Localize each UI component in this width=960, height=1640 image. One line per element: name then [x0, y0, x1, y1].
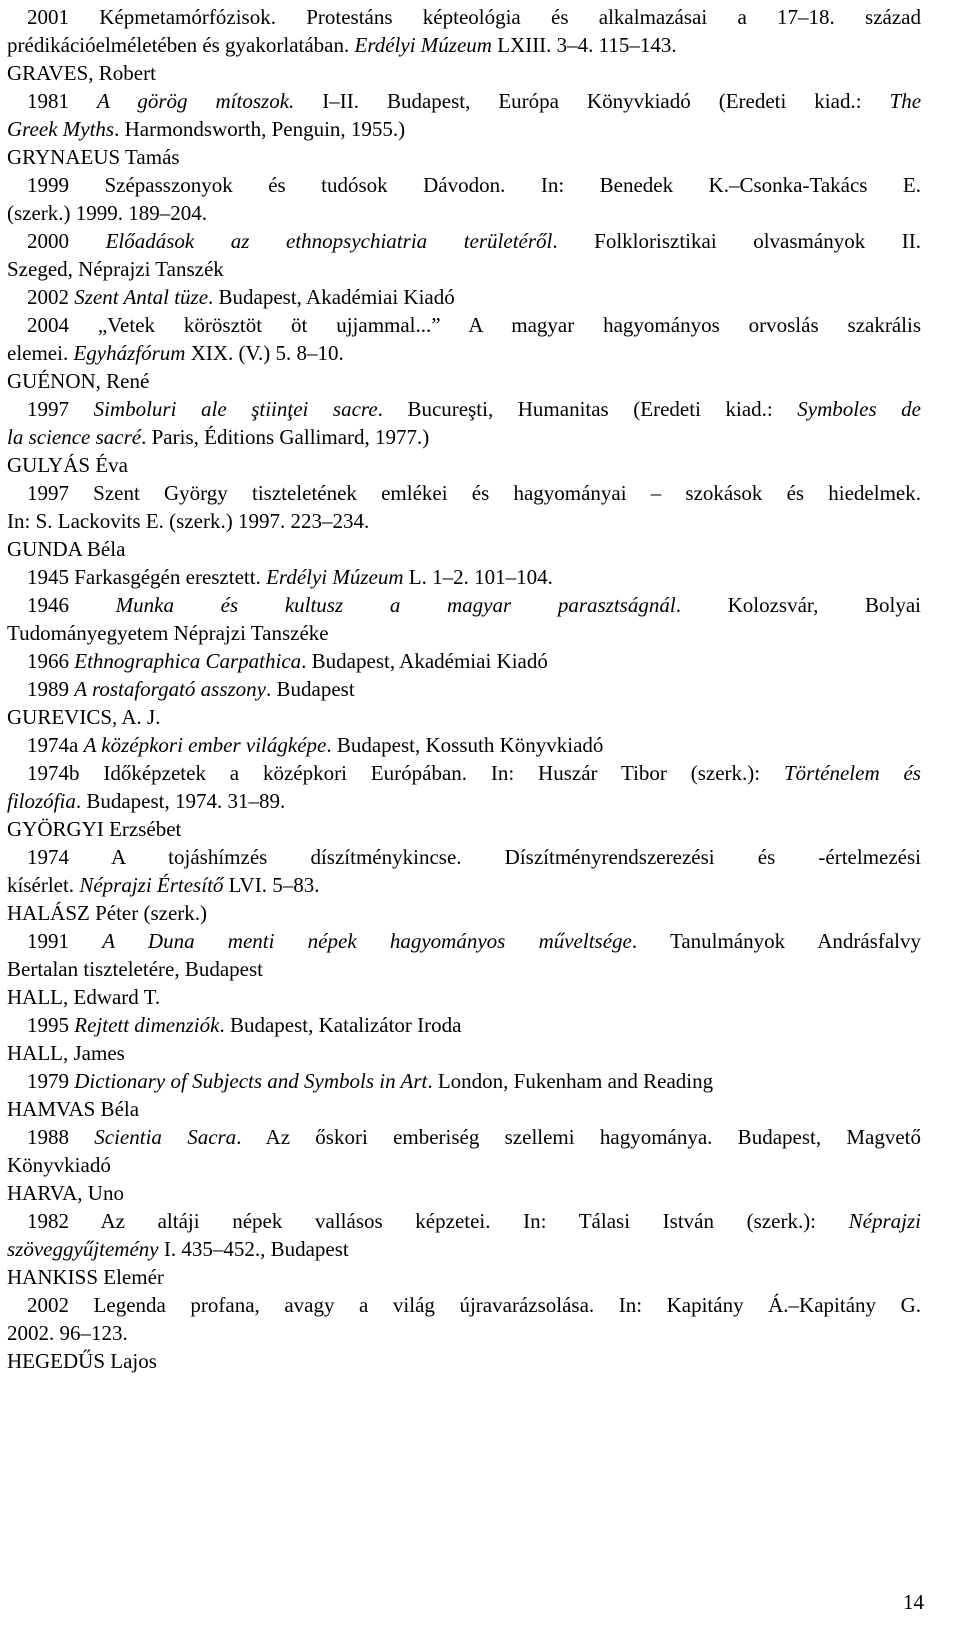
citation-text: Könyvkiadó	[7, 1153, 111, 1177]
italic-title-text: la science sacré	[7, 425, 142, 449]
italic-title-text: A rostaforgató asszony	[74, 677, 266, 701]
citation-text: 1997	[27, 397, 94, 421]
bibliography-text-line	[7, 255, 921, 283]
italic-title-text: Egyházfórum	[73, 341, 186, 365]
bibliography-text-line	[7, 451, 921, 479]
citation-text: Tudományegyetem Néprajzi Tanszéke	[7, 621, 329, 645]
citation-text: L. 1–2. 101–104.	[403, 565, 553, 589]
citation-text: 2001 Képmetamórfózisok. Protestáns képteológia és alkalmazásai a 17–18. század	[27, 5, 921, 29]
citation-text: 1966	[27, 649, 75, 673]
citation-text: HARVA, Uno	[7, 1181, 124, 1205]
bibliography-entry-line	[7, 843, 921, 871]
italic-title-text: The	[889, 89, 922, 113]
italic-title-text: A Duna menti népek hagyományos műveltsége	[102, 929, 632, 953]
citation-text: HALL, Edward T.	[7, 985, 161, 1009]
citation-text: 1945 Farkasgégén eresztett.	[27, 565, 267, 589]
citation-text: GRAVES, Robert	[7, 61, 156, 85]
bibliography-text-line	[7, 871, 921, 899]
citation-text: 2004 „Vetek körösztöt öt ujjammal...” A magyar hagyományos orvoslás szakrális	[27, 313, 921, 337]
citation-text: I. 435–452., Budapest	[158, 1237, 349, 1261]
bibliography-text-line	[7, 899, 921, 927]
italic-title-text: Erdélyi Múzeum	[354, 33, 492, 57]
italic-title-text: Greek Myths	[7, 117, 115, 141]
citation-text: GUÉNON, René	[7, 369, 150, 393]
citation-text: GULYÁS Éva	[7, 453, 128, 477]
bibliography-text-line	[7, 535, 921, 563]
citation-text: HEGEDŰS Lajos	[7, 1349, 157, 1373]
italic-title-text: Dictionary of Subjects and Symbols in Art	[74, 1069, 428, 1093]
bibliography-entry-line	[7, 1123, 921, 1151]
bibliography-entry-line	[7, 479, 921, 507]
citation-text: . Harmondsworth, Penguin, 1955.)	[114, 117, 406, 141]
citation-text: 2002. 96–123.	[7, 1321, 128, 1345]
citation-text: 1999 Szépasszonyok és tudósok Dávodon. In: Benedek K.–Csonka-Takács E.	[27, 173, 921, 197]
bibliography-text-line	[7, 619, 921, 647]
bibliography-entry-line	[7, 1067, 921, 1095]
citation-text: (szerk.) 1999. 189–204.	[7, 201, 208, 225]
bibliography-entry-line	[7, 759, 921, 787]
bibliography-entry-line	[7, 927, 921, 955]
citation-text: LVI. 5–83.	[223, 873, 320, 897]
italic-title-text: A középkori ember világképe	[83, 733, 327, 757]
citation-text: . Budapest, 1974. 31–89.	[75, 789, 286, 813]
italic-title-text: Munka és kultusz a magyar parasztságnál	[115, 593, 676, 617]
citation-text: 1974a	[27, 733, 84, 757]
bibliography-entry-line	[7, 395, 921, 423]
italic-title-text: Rejtett dimenziók	[74, 1013, 220, 1037]
citation-text: 1979	[27, 1069, 75, 1093]
citation-text: 1974 A tojáshímzés díszítménykincse. Díszítményrendszerezési és -értelmezési	[27, 845, 921, 869]
citation-text: 1991	[27, 929, 103, 953]
citation-text: GUREVICS, A. J.	[7, 705, 161, 729]
bibliography-text-line	[7, 983, 921, 1011]
bibliography-page	[7, 3, 921, 1375]
bibliography-text-line	[7, 1039, 921, 1067]
citation-text: I–II. Budapest, Európa Könyvkiadó (Eredeti kiad.:	[294, 89, 890, 113]
citation-text: 1997 Szent György tiszteletének emlékei és hagyományai – szokások és hiedelmek.	[27, 481, 921, 505]
bibliography-entry-line	[7, 283, 921, 311]
citation-text: In: S. Lackovits E. (szerk.) 1997. 223–234.	[7, 509, 370, 533]
citation-text: . Az őskori emberiség szellemi hagyománya. Budapest, Magvető	[236, 1125, 922, 1149]
bibliography-text-line	[7, 1235, 921, 1263]
citation-text: 1981	[27, 89, 97, 113]
bibliography-entry-line	[7, 87, 921, 115]
bibliography-entry-line	[7, 1291, 921, 1319]
citation-text: 1988	[27, 1125, 95, 1149]
citation-text: GYÖRGYI Erzsébet	[7, 817, 182, 841]
citation-text: Szeged, Néprajzi Tanszék	[7, 257, 224, 281]
citation-text: 1989	[27, 677, 75, 701]
bibliography-entry-line	[7, 1011, 921, 1039]
citation-text: elemei.	[7, 341, 74, 365]
citation-text: 1974b Időképzetek a középkori Európában. In: Huszár Tibor (szerk.):	[27, 761, 784, 785]
bibliography-text-line	[7, 59, 921, 87]
citation-text: HALL, James	[7, 1041, 125, 1065]
citation-text: prédikációelméletében és gyakorlatában.	[7, 33, 355, 57]
bibliography-entry-line	[7, 171, 921, 199]
citation-text: . Paris, Éditions Gallimard, 1977.)	[141, 425, 430, 449]
bibliography-text-line	[7, 955, 921, 983]
italic-title-text: Előadások az ethnopsychiatria területéről	[105, 229, 553, 253]
italic-title-text: Simboluri ale ştiinţei sacre	[93, 397, 378, 421]
citation-text: . Tanulmányok Andrásfalvy	[631, 929, 921, 953]
bibliography-text-line	[7, 339, 921, 367]
citation-text: 2000	[27, 229, 106, 253]
bibliography-text-line	[7, 1151, 921, 1179]
italic-title-text: Symboles de	[797, 397, 921, 421]
citation-text: LXIII. 3–4. 115–143.	[491, 33, 677, 57]
bibliography-text-line	[7, 1319, 921, 1347]
bibliography-text-line	[7, 199, 921, 227]
bibliography-text-line	[7, 815, 921, 843]
italic-title-text: filozófia	[7, 789, 76, 813]
citation-text: 1995	[27, 1013, 75, 1037]
italic-title-text: Történelem és	[783, 761, 921, 785]
citation-text: HAMVAS Béla	[7, 1097, 140, 1121]
bibliography-text-line	[7, 1179, 921, 1207]
italic-title-text: Néprajzi Értesítő	[79, 873, 224, 897]
bibliography-text-line	[7, 423, 921, 451]
citation-text: XIX. (V.) 5. 8–10.	[185, 341, 344, 365]
bibliography-text-line	[7, 115, 921, 143]
citation-text: . Budapest	[266, 677, 355, 701]
bibliography-entry-line	[7, 311, 921, 339]
citation-text: . Budapest, Akadémiai Kiadó	[208, 285, 455, 309]
citation-text: Bertalan tiszteletére, Budapest	[7, 957, 263, 981]
italic-title-text: Szent Antal tüze	[74, 285, 209, 309]
bibliography-text-line	[7, 31, 921, 59]
bibliography-entry-line	[7, 1207, 921, 1235]
bibliography-entry-line	[7, 563, 921, 591]
bibliography-entry-line	[7, 227, 921, 255]
bibliography-text-line	[7, 367, 921, 395]
citation-text: . Kolozsvár, Bolyai	[675, 593, 921, 617]
bibliography-text-line	[7, 787, 921, 815]
citation-text: GUNDA Béla	[7, 537, 126, 561]
italic-title-text: Erdélyi Múzeum	[266, 565, 404, 589]
page-number: 14	[903, 1590, 924, 1614]
citation-text: 2002 Legenda profana, avagy a világ újravarázsolása. In: Kapitány Á.–Kapitány G.	[27, 1293, 921, 1317]
citation-text: . Budapest, Kossuth Könyvkiadó	[326, 733, 604, 757]
citation-text: . Bucureşti, Humanitas (Eredeti kiad.:	[377, 397, 798, 421]
italic-title-text: Néprajzi	[848, 1209, 921, 1233]
bibliography-entry-line	[7, 591, 921, 619]
citation-text: . Folklorisztikai olvasmányok II.	[552, 229, 921, 253]
bibliography-entry-line	[7, 731, 921, 759]
citation-text: HANKISS Elemér	[7, 1265, 164, 1289]
italic-title-text: szöveggyűjtemény	[7, 1237, 159, 1261]
bibliography-text-line	[7, 1095, 921, 1123]
bibliography-text-line	[7, 1347, 921, 1375]
bibliography-entry-line	[7, 647, 921, 675]
citation-text: GRYNAEUS Tamás	[7, 145, 180, 169]
citation-text: . Budapest, Akadémiai Kiadó	[301, 649, 548, 673]
citation-text: 1946	[27, 593, 116, 617]
bibliography-text-line	[7, 507, 921, 535]
italic-title-text: Ethnographica Carpathica	[74, 649, 302, 673]
citation-text: 1982 Az altáji népek vallásos képzetei. In: Tálasi István (szerk.):	[27, 1209, 849, 1233]
bibliography-text-line	[7, 1263, 921, 1291]
italic-title-text: A görög mítoszok.	[96, 89, 295, 113]
citation-text: 2002	[27, 285, 75, 309]
bibliography-text-line	[7, 143, 921, 171]
citation-text: . Budapest, Katalizátor Iroda	[219, 1013, 462, 1037]
citation-text: . London, Fukenham and Reading	[427, 1069, 714, 1093]
bibliography-text-line	[7, 703, 921, 731]
citation-text: kísérlet.	[7, 873, 80, 897]
bibliography-entry-line	[7, 675, 921, 703]
citation-text: HALÁSZ Péter (szerk.)	[7, 901, 208, 925]
bibliography-entry-line	[7, 3, 921, 31]
italic-title-text: Scientia Sacra	[94, 1125, 237, 1149]
